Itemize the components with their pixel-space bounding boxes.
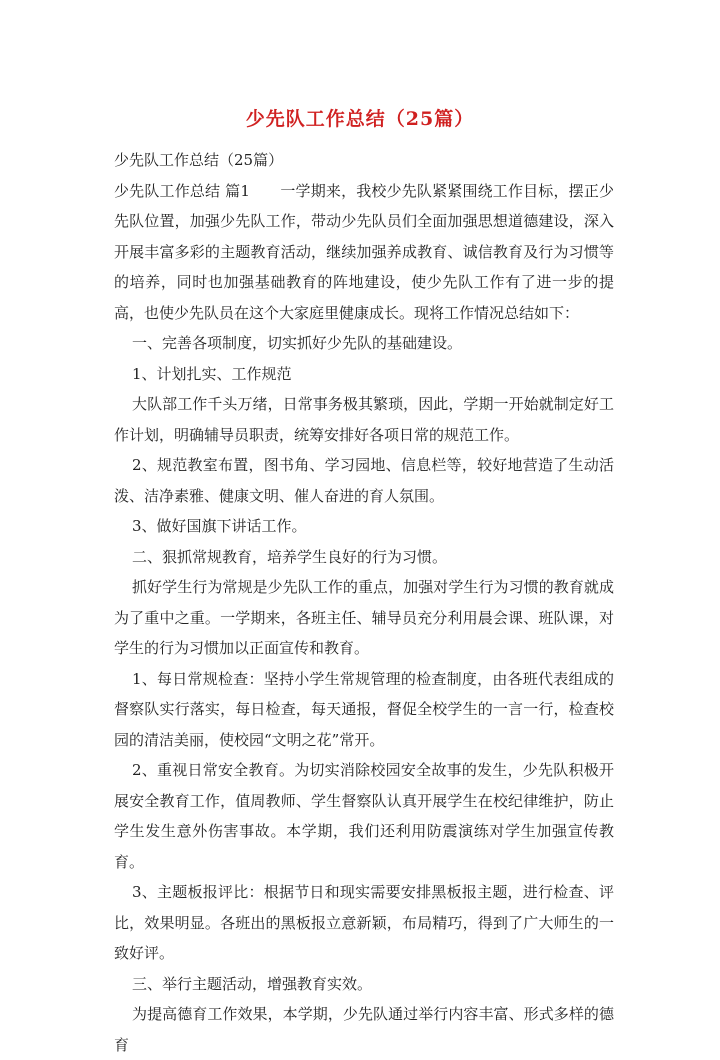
paragraph: 抓好学生行为常规是少先队工作的重点，加强对学生行为习惯的教育就成为了重中之重。一学期来，各班主任、辅导员充分利用晨会课、班队课，对学生的行为习惯加以正面宣传和教育。 [114, 578, 614, 657]
paragraph: 少先队工作总结 篇1 一学期来，我校少先队紧紧围绕工作目标，摆正少先队位置，加强少先队工作，带动少先队员们全面加强思想道德建设，深入开展丰富多彩的主题教育活动，继续加强养成教育、诚信教育及行为习惯等的培养，同时也加强基础教育的阵地建设，使少先队工作有了进一步的提高，也使少先队员在这个大家庭里健康成长。现将工作情况总结如下： [114, 181, 614, 322]
document-body [114, 145, 614, 1060]
section-heading: 三、举行主题活动，增强教育实效。 [132, 974, 373, 993]
paragraph: 3、做好国旗下讲话工作。 [132, 517, 307, 535]
paragraph: 2、重视日常安全教育。为切实消除校园安全故事的发生，少先队积极开展安全教育工作，值周教师、学生督察队认真开展学生在校纪律维护，防止学生发生意外伤害事故。本学期，我们还利用防震演练对学生加强宣传教育。 [114, 761, 614, 871]
section-heading: 一、完善各项制度，切实抓好少先队的基础建设。 [132, 334, 463, 352]
paragraph: 1、每日常规检查：坚持小学生常规管理的检查制度，由各班代表组成的督察队实行落实，每日检查，每天通报，督促全校学生的一言一行，检查校园的清洁美丽，使校园“文明之花”常开。 [114, 669, 614, 749]
paragraph: 2、规范教室布置，图书角、学习园地、信息栏等，较好地营造了生动活泼、洁净素雅、健康文明、催人奋进的育人氛围。 [114, 456, 614, 505]
paragraph: 大队部工作千头万绪，日常事务极其繁琐，因此，学期一开始就制定好工作计划，明确辅导员职责，统筹安排好各项日常的规范工作。 [114, 395, 614, 444]
document-subtitle: 少先队工作总结（25篇） [114, 151, 284, 169]
section-heading: 二、狠抓常规教育，培养学生良好的行为习惯。 [132, 547, 448, 566]
paragraph: 3、主题板报评比：根据节日和现实需要安排黑板报主题，进行检查、评比，效果明显。各班出的黑板报立意新颖，布局精巧，得到了广大师生的一致好评。 [114, 883, 614, 962]
paragraph: 为提高德育工作效果，本学期，少先队通过举行内容丰富、形式多样的德育 [114, 1005, 614, 1054]
subsection-heading: 1、计划扎实、工作规范 [132, 364, 292, 383]
document-title: 少先队工作总结（25篇） [245, 108, 475, 130]
